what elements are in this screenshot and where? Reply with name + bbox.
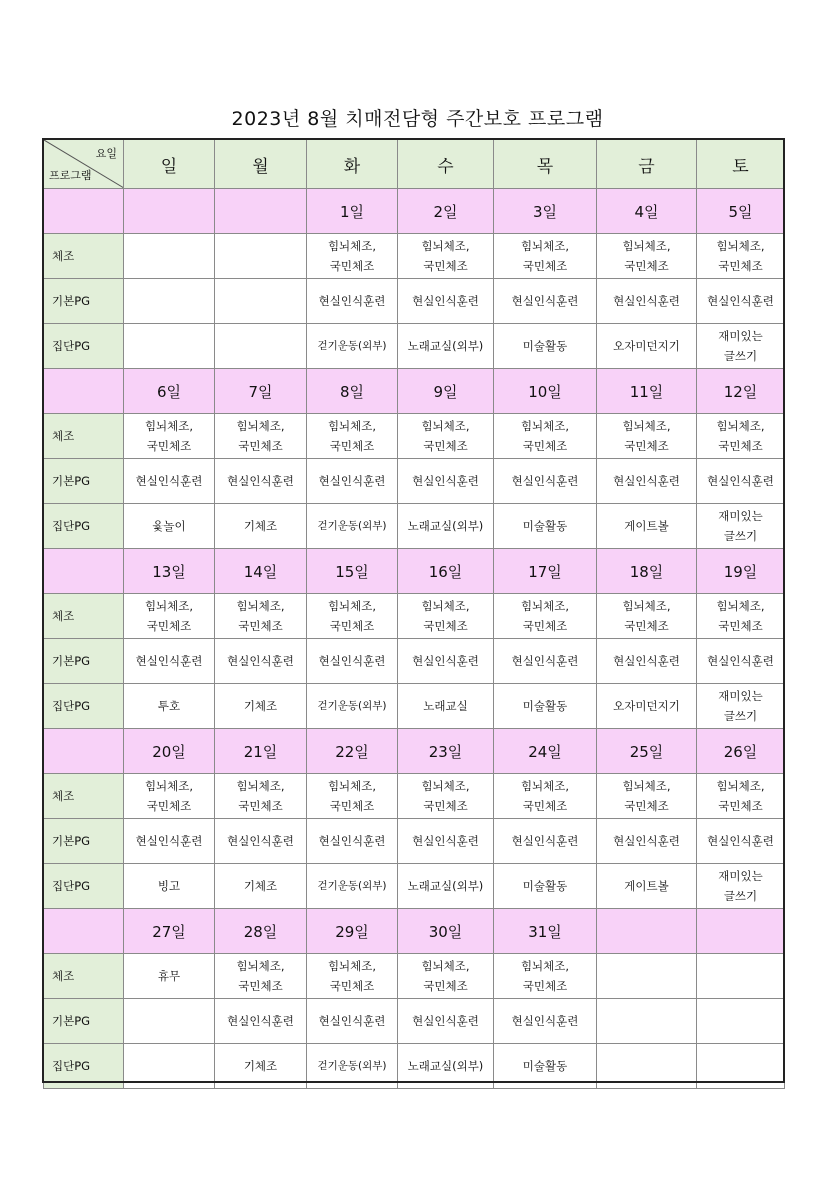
activity-text: 현실인식훈련: [227, 834, 294, 848]
activity-row: [44, 1044, 785, 1089]
activity-cell: [398, 279, 494, 324]
activity-text: 재미있는 글쓰기: [718, 689, 763, 723]
activity-cell: [124, 639, 215, 684]
activity-cell: [494, 954, 597, 999]
activity-text: 현실인식훈련: [412, 834, 479, 848]
activity-text: 투호: [157, 699, 181, 713]
activity-text: 현실인식훈련: [227, 474, 294, 488]
activity-text: 재미있는 글쓰기: [718, 509, 763, 543]
activity-text: 오자미던지기: [613, 339, 680, 353]
activity-text: 현실인식훈련: [135, 474, 203, 488]
date-cell: 7일: [215, 369, 307, 414]
activity-text: 힘뇌체조, 국민체조: [520, 599, 570, 633]
activity-cell: [697, 774, 785, 819]
activity-cell: [398, 954, 494, 999]
date-cell: [215, 189, 307, 234]
day-header-fri: 금: [597, 140, 697, 189]
row-label: 집단PG: [44, 864, 124, 909]
activity-cell: [398, 819, 494, 864]
activity-text: 힘뇌체조, 국민체조: [716, 779, 765, 813]
activity-cell: [215, 234, 307, 279]
activity-cell: [494, 234, 597, 279]
row-label: 체조: [44, 774, 124, 819]
activity-row: [44, 324, 785, 369]
activity-cell: [307, 504, 398, 549]
activity-cell: [494, 414, 597, 459]
corner-program-label: 프로그램: [49, 169, 92, 182]
date-row: [44, 189, 785, 234]
activity-text: 힘뇌체조, 국민체조: [236, 419, 285, 453]
activity-cell: [307, 1044, 398, 1089]
activity-text: 힘뇌체조, 국민체조: [144, 419, 194, 453]
activity-row: [44, 999, 785, 1044]
date-row: [44, 369, 785, 414]
activity-text: 힘뇌체조, 국민체조: [520, 419, 570, 453]
activity-text: 현실인식훈련: [135, 654, 203, 668]
row-label: 기본PG: [44, 999, 124, 1044]
activity-text: 현실인식훈련: [511, 474, 579, 488]
date-cell: 26일: [697, 729, 785, 774]
activity-cell: [494, 324, 597, 369]
activity-text: 걷기운동(외부): [317, 700, 387, 712]
activity-cell: [697, 459, 785, 504]
activity-cell: [215, 684, 307, 729]
date-cell: 2일: [398, 189, 494, 234]
activity-cell: [697, 819, 785, 864]
activity-text: 현실인식훈련: [412, 294, 479, 308]
activity-cell: [597, 234, 697, 279]
activity-text: 현실인식훈련: [613, 294, 680, 308]
date-cell: 4일: [597, 189, 697, 234]
activity-text: 현실인식훈련: [318, 474, 386, 488]
row-label: 기본PG: [44, 639, 124, 684]
activity-text: 노래교실(외부): [407, 339, 484, 353]
row-label: 기본PG: [44, 459, 124, 504]
date-row-label-cell: [44, 909, 124, 954]
activity-cell: [398, 999, 494, 1044]
activity-text: 현실인식훈련: [412, 654, 479, 668]
activity-cell: [124, 279, 215, 324]
activity-text: 현실인식훈련: [707, 834, 774, 848]
activity-cell: [494, 1044, 597, 1089]
activity-text: 힘뇌체조, 국민체조: [236, 779, 285, 813]
activity-cell: [124, 234, 215, 279]
activity-cell: [494, 774, 597, 819]
date-cell: 8일: [307, 369, 398, 414]
activity-cell: [124, 504, 215, 549]
activity-cell: [124, 594, 215, 639]
activity-cell: [494, 459, 597, 504]
activity-text: 미술활동: [522, 699, 568, 713]
activity-cell: [307, 684, 398, 729]
date-cell: 12일: [697, 369, 785, 414]
activity-row: [44, 594, 785, 639]
activity-cell: [597, 954, 697, 999]
activity-text: 현실인식훈련: [318, 1014, 386, 1028]
row-label: 체조: [44, 234, 124, 279]
activity-text: 힘뇌체조, 국민체조: [520, 779, 570, 813]
activity-text: 힘뇌체조, 국민체조: [144, 599, 194, 633]
date-cell: 17일: [494, 549, 597, 594]
day-header-thu: 목: [494, 140, 597, 189]
activity-cell: [597, 279, 697, 324]
date-cell: 3일: [494, 189, 597, 234]
activity-cell: [597, 504, 697, 549]
activity-cell: [215, 999, 307, 1044]
date-cell: 21일: [215, 729, 307, 774]
activity-text: 힘뇌체조, 국민체조: [144, 779, 194, 813]
activity-text: 현실인식훈련: [511, 294, 579, 308]
activity-cell: [597, 414, 697, 459]
activity-cell: [215, 639, 307, 684]
day-header-sun: 일: [124, 140, 215, 189]
activity-text: 빙고: [157, 879, 181, 893]
date-cell: 13일: [124, 549, 215, 594]
row-label: 체조: [44, 594, 124, 639]
activity-cell: [215, 594, 307, 639]
activity-text: 힘뇌체조, 국민체조: [622, 239, 671, 273]
activity-text: 노래교실(외부): [407, 1059, 484, 1073]
activity-text: 걷기운동(외부): [317, 340, 387, 352]
day-header-wed: 수: [398, 140, 494, 189]
activity-cell: [597, 594, 697, 639]
date-cell: 28일: [215, 909, 307, 954]
activity-text: 힘뇌체조, 국민체조: [327, 779, 377, 813]
date-cell: 14일: [215, 549, 307, 594]
date-row: [44, 909, 785, 954]
activity-cell: [398, 594, 494, 639]
activity-cell: [697, 864, 785, 909]
activity-cell: [494, 279, 597, 324]
activity-row: [44, 414, 785, 459]
activity-cell: [215, 864, 307, 909]
activity-cell: [494, 684, 597, 729]
row-label: 체조: [44, 954, 124, 999]
activity-cell: [215, 414, 307, 459]
activity-cell: [494, 594, 597, 639]
activity-row: [44, 504, 785, 549]
activity-cell: [398, 1044, 494, 1089]
day-header-sat: 토: [697, 140, 785, 189]
activity-text: 현실인식훈련: [318, 294, 386, 308]
activity-text: 재미있는 글쓰기: [718, 329, 763, 363]
activity-text: 기체조: [243, 699, 278, 713]
activity-text: 힘뇌체조, 국민체조: [421, 959, 470, 993]
activity-row: [44, 864, 785, 909]
activity-text: 미술활동: [522, 519, 568, 533]
activity-cell: [494, 864, 597, 909]
date-cell: 29일: [307, 909, 398, 954]
activity-cell: [307, 594, 398, 639]
activity-cell: [124, 459, 215, 504]
activity-cell: [697, 279, 785, 324]
activity-text: 휴무: [157, 969, 181, 983]
activity-row: [44, 684, 785, 729]
activity-text: 힘뇌체조, 국민체조: [716, 239, 765, 273]
date-cell: 5일: [697, 189, 785, 234]
activity-text: 현실인식훈련: [707, 294, 774, 308]
date-cell: 19일: [697, 549, 785, 594]
activity-text: 현실인식훈련: [412, 474, 479, 488]
activity-cell: [307, 774, 398, 819]
date-cell: 11일: [597, 369, 697, 414]
activity-text: 미술활동: [522, 1059, 568, 1073]
activity-text: 현실인식훈련: [613, 834, 680, 848]
date-cell: [597, 909, 697, 954]
activity-text: 노래교실: [423, 699, 468, 713]
row-label: 기본PG: [44, 279, 124, 324]
activity-text: 걷기운동(외부): [317, 1060, 387, 1072]
activity-text: 힘뇌체조, 국민체조: [421, 239, 470, 273]
activity-text: 힘뇌체조, 국민체조: [520, 959, 570, 993]
activity-cell: [494, 504, 597, 549]
activity-cell: [398, 324, 494, 369]
activity-text: 기체조: [243, 519, 278, 533]
activity-text: 현실인식훈련: [227, 654, 294, 668]
activity-cell: [597, 639, 697, 684]
activity-text: 윷놀이: [152, 519, 186, 533]
activity-cell: [307, 999, 398, 1044]
activity-text: 힘뇌체조, 국민체조: [236, 599, 285, 633]
activity-cell: [124, 324, 215, 369]
activity-cell: [697, 954, 785, 999]
activity-cell: [597, 999, 697, 1044]
activity-cell: [597, 459, 697, 504]
activity-text: 현실인식훈련: [707, 474, 774, 488]
page-title: 2023년 8월 치매전담형 주간보호 프로그램: [231, 108, 604, 130]
date-cell: 1일: [307, 189, 398, 234]
activity-cell: [307, 459, 398, 504]
activity-text: 현실인식훈련: [511, 654, 579, 668]
activity-text: 힘뇌체조, 국민체조: [622, 779, 671, 813]
activity-cell: [494, 639, 597, 684]
date-row-label-cell: [44, 549, 124, 594]
activity-text: 걷기운동(외부): [317, 880, 387, 892]
activity-text: 힘뇌체조, 국민체조: [327, 239, 377, 273]
day-header-tue: 화: [307, 140, 398, 189]
row-label: 집단PG: [44, 684, 124, 729]
date-cell: 10일: [494, 369, 597, 414]
activity-text: 현실인식훈련: [318, 654, 386, 668]
date-cell: 31일: [494, 909, 597, 954]
activity-text: 힘뇌체조, 국민체조: [236, 959, 285, 993]
activity-text: 미술활동: [522, 879, 568, 893]
date-cell: 22일: [307, 729, 398, 774]
activity-text: 힘뇌체조, 국민체조: [327, 959, 377, 993]
activity-cell: [398, 504, 494, 549]
activity-cell: [307, 864, 398, 909]
header-row: [44, 140, 785, 189]
activity-cell: [215, 504, 307, 549]
date-cell: [697, 909, 785, 954]
row-label: 집단PG: [44, 324, 124, 369]
date-row-label-cell: [44, 189, 124, 234]
activity-cell: [697, 999, 785, 1044]
activity-cell: [124, 1044, 215, 1089]
activity-text: 힘뇌체조, 국민체조: [421, 779, 470, 813]
activity-text: 걷기운동(외부): [317, 520, 387, 532]
activity-text: 현실인식훈련: [412, 1014, 479, 1028]
activity-text: 힘뇌체조, 국민체조: [622, 419, 671, 453]
activity-row: [44, 639, 785, 684]
date-cell: 24일: [494, 729, 597, 774]
date-cell: 25일: [597, 729, 697, 774]
activity-row: [44, 234, 785, 279]
row-label: 집단PG: [44, 504, 124, 549]
date-cell: 30일: [398, 909, 494, 954]
row-label: 집단PG: [44, 1044, 124, 1089]
date-cell: 23일: [398, 729, 494, 774]
activity-cell: [597, 324, 697, 369]
activity-cell: [215, 954, 307, 999]
row-label: 기본PG: [44, 819, 124, 864]
activity-text: 게이트볼: [624, 519, 669, 533]
date-row: [44, 549, 785, 594]
corner-day-label: 요일: [95, 147, 117, 160]
activity-cell: [215, 279, 307, 324]
schedule-table: [43, 139, 785, 1089]
date-row: [44, 729, 785, 774]
activity-cell: [215, 459, 307, 504]
date-row-label-cell: [44, 369, 124, 414]
activity-cell: [597, 774, 697, 819]
activity-cell: [215, 1044, 307, 1089]
activity-text: 힘뇌체조, 국민체조: [421, 419, 470, 453]
activity-cell: [697, 639, 785, 684]
activity-cell: [124, 684, 215, 729]
date-cell: 6일: [124, 369, 215, 414]
activity-cell: [398, 414, 494, 459]
activity-text: 게이트볼: [624, 879, 669, 893]
activity-cell: [307, 414, 398, 459]
activity-cell: [307, 279, 398, 324]
activity-text: 현실인식훈련: [227, 1014, 294, 1028]
activity-text: 힘뇌체조, 국민체조: [716, 419, 765, 453]
activity-cell: [307, 954, 398, 999]
activity-cell: [215, 324, 307, 369]
activity-text: 현실인식훈련: [707, 654, 774, 668]
date-cell: [124, 189, 215, 234]
activity-text: 미술활동: [522, 339, 568, 353]
activity-cell: [398, 684, 494, 729]
activity-row: [44, 819, 785, 864]
activity-cell: [398, 774, 494, 819]
day-header-mon: 월: [215, 140, 307, 189]
activity-cell: [597, 1044, 697, 1089]
activity-cell: [124, 999, 215, 1044]
activity-cell: [494, 999, 597, 1044]
date-cell: 18일: [597, 549, 697, 594]
activity-text: 재미있는 글쓰기: [718, 869, 763, 903]
date-cell: 27일: [124, 909, 215, 954]
activity-cell: [215, 774, 307, 819]
activity-text: 현실인식훈련: [511, 834, 579, 848]
date-cell: 9일: [398, 369, 494, 414]
activity-text: 기체조: [243, 1059, 278, 1073]
activity-text: 힘뇌체조, 국민체조: [622, 599, 671, 633]
activity-cell: [215, 819, 307, 864]
activity-cell: [307, 639, 398, 684]
activity-text: 노래교실(외부): [407, 519, 484, 533]
activity-text: 현실인식훈련: [613, 654, 680, 668]
activity-row: [44, 954, 785, 999]
activity-cell: [597, 684, 697, 729]
activity-cell: [597, 864, 697, 909]
date-cell: 20일: [124, 729, 215, 774]
activity-cell: [597, 819, 697, 864]
activity-text: 현실인식훈련: [511, 1014, 579, 1028]
activity-text: 노래교실(외부): [407, 879, 484, 893]
activity-text: 힘뇌체조, 국민체조: [327, 599, 377, 633]
activity-cell: [307, 819, 398, 864]
activity-cell: [697, 594, 785, 639]
activity-text: 힘뇌체조, 국민체조: [520, 239, 570, 273]
activity-cell: [697, 1044, 785, 1089]
activity-cell: [124, 774, 215, 819]
activity-cell: [697, 234, 785, 279]
date-row-label-cell: [44, 729, 124, 774]
activity-text: 현실인식훈련: [318, 834, 386, 848]
activity-cell: [697, 324, 785, 369]
activity-text: 오자미던지기: [613, 699, 680, 713]
activity-cell: [398, 234, 494, 279]
activity-text: 힘뇌체조, 국민체조: [421, 599, 470, 633]
activity-cell: [124, 819, 215, 864]
activity-text: 기체조: [243, 879, 278, 893]
date-cell: 16일: [398, 549, 494, 594]
activity-cell: [398, 864, 494, 909]
corner-cell: [44, 140, 124, 189]
activity-cell: [697, 684, 785, 729]
date-cell: 15일: [307, 549, 398, 594]
activity-text: 힘뇌체조, 국민체조: [716, 599, 765, 633]
activity-row: [44, 774, 785, 819]
activity-cell: [494, 819, 597, 864]
activity-row: [44, 459, 785, 504]
activity-cell: [307, 324, 398, 369]
activity-cell: [307, 234, 398, 279]
row-label: 체조: [44, 414, 124, 459]
activity-cell: [398, 459, 494, 504]
activity-text: 현실인식훈련: [135, 834, 203, 848]
activity-cell: [697, 504, 785, 549]
activity-text: 현실인식훈련: [613, 474, 680, 488]
activity-cell: [124, 414, 215, 459]
activity-cell: [398, 639, 494, 684]
activity-row: [44, 279, 785, 324]
activity-cell: [697, 414, 785, 459]
activity-text: 힘뇌체조, 국민체조: [327, 419, 377, 453]
activity-cell: [124, 864, 215, 909]
activity-cell: [124, 954, 215, 999]
